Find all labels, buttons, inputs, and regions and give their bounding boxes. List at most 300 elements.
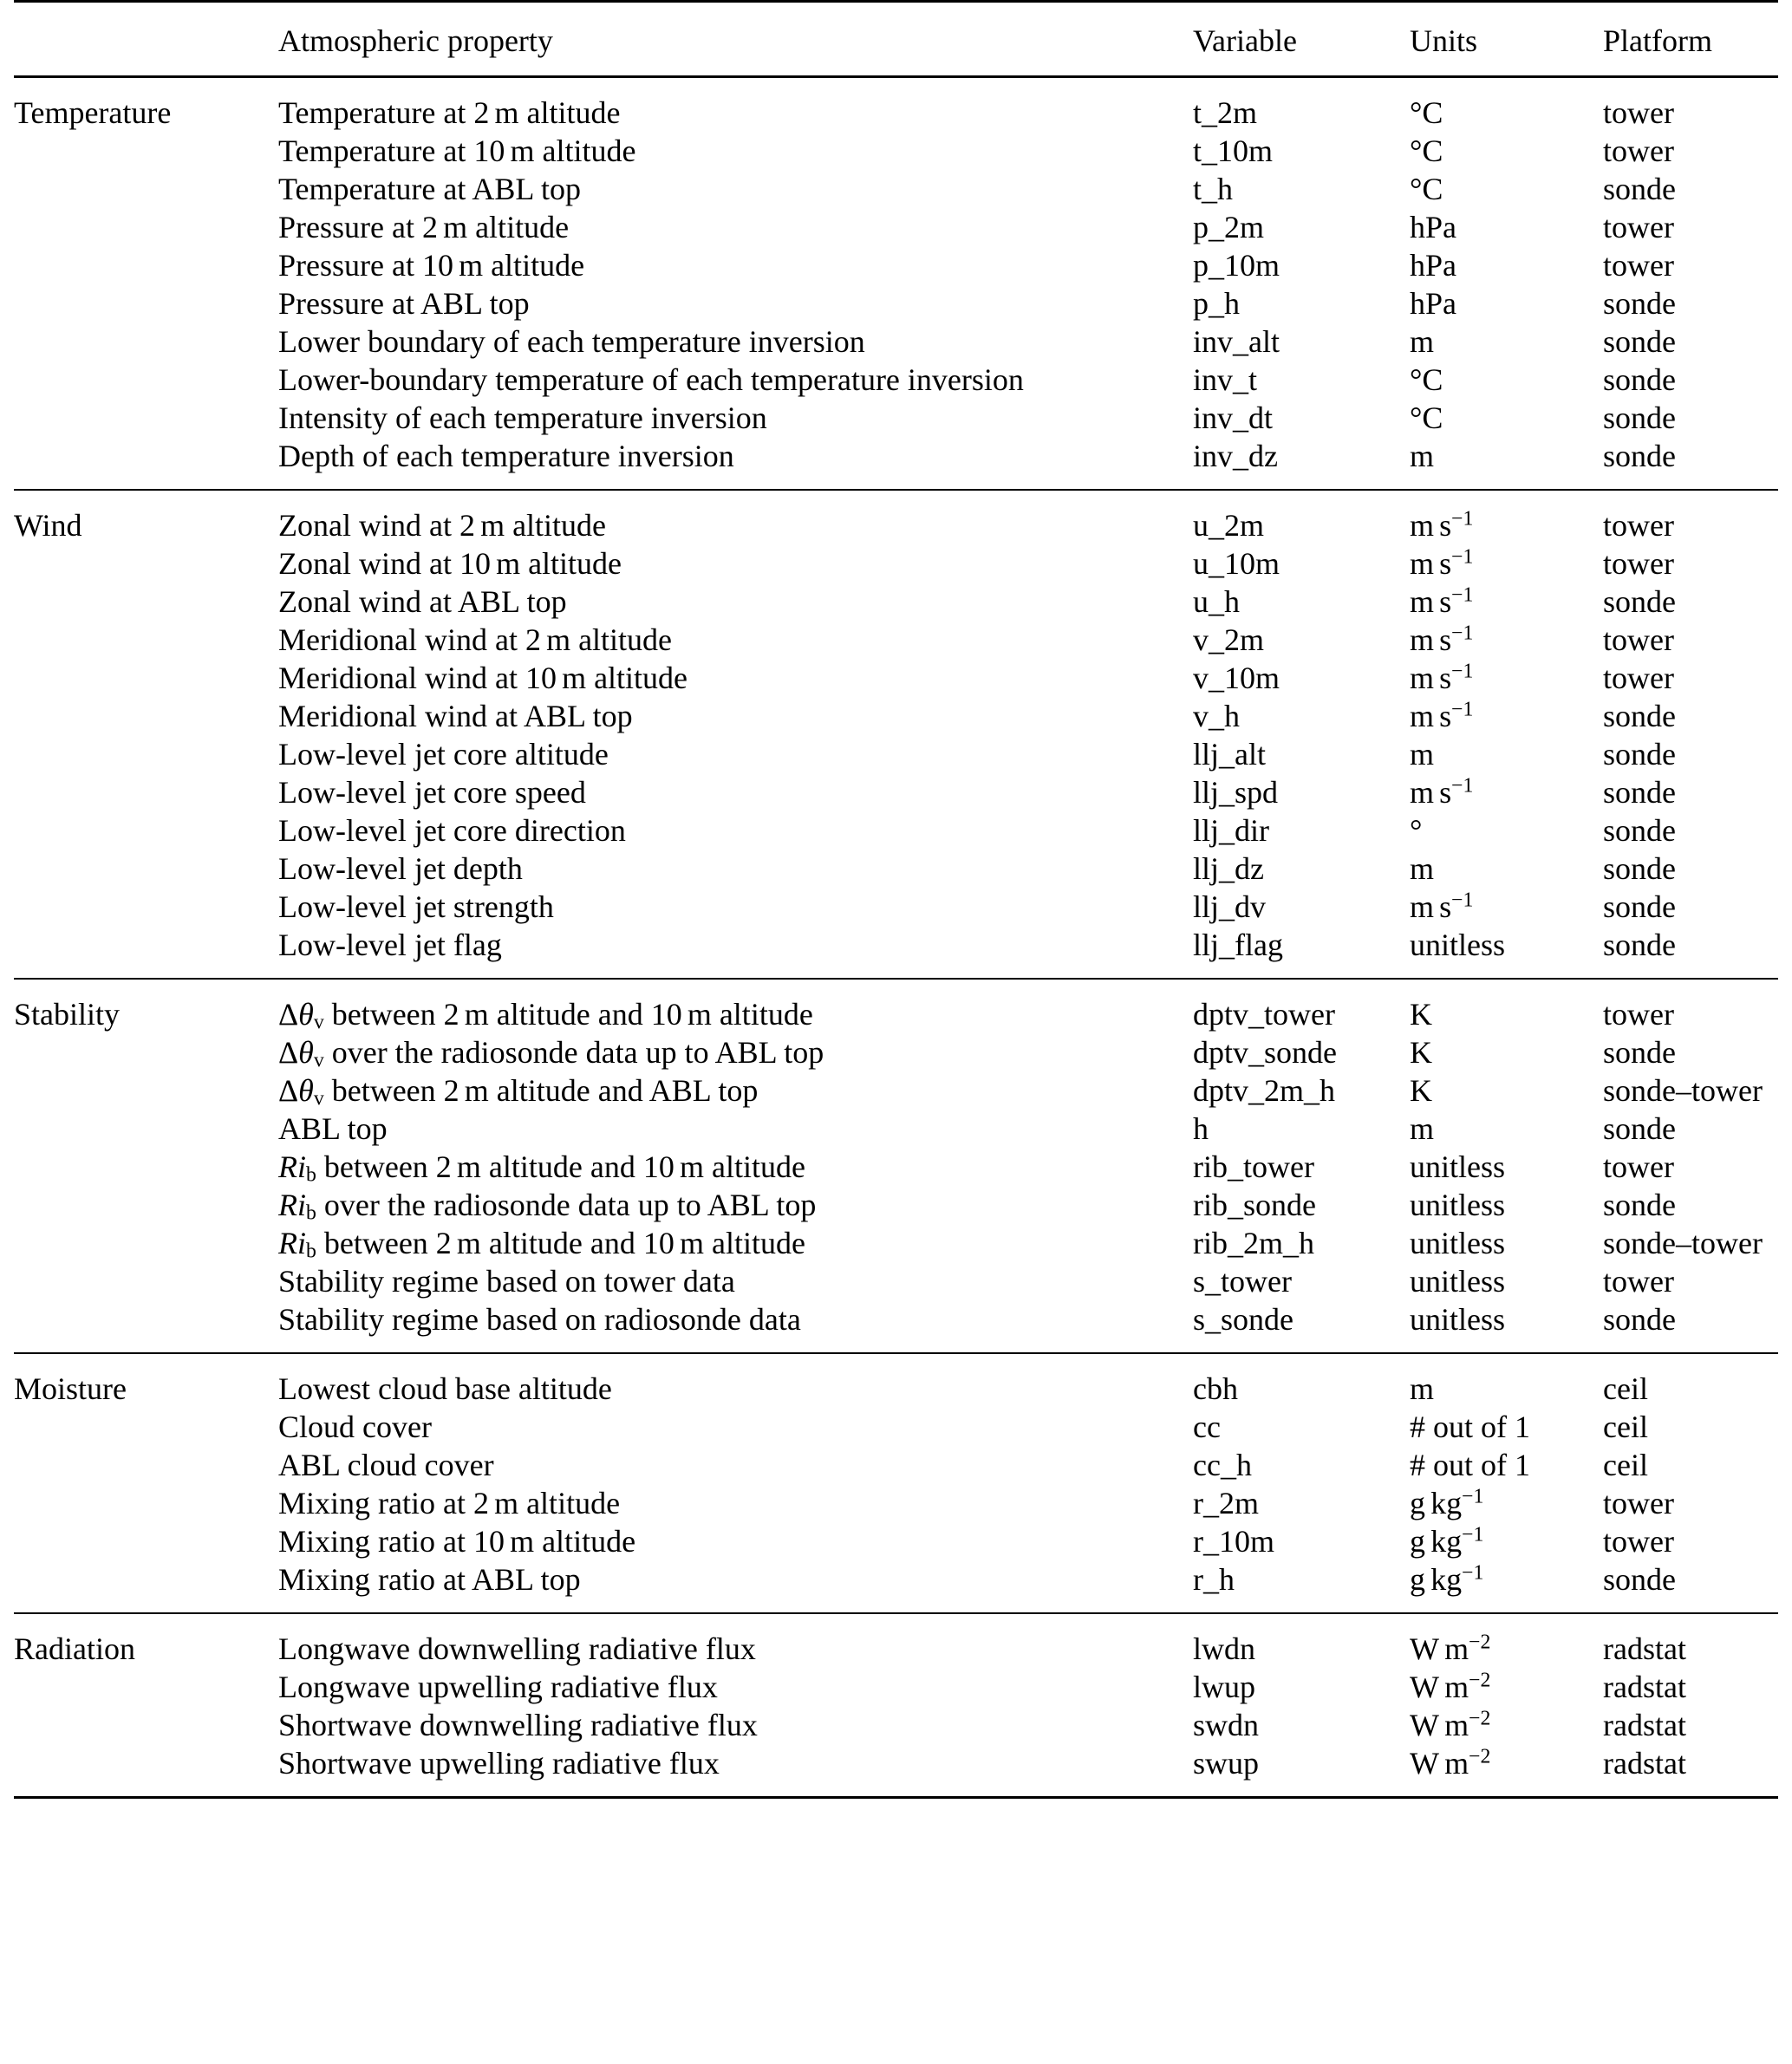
row-property-cell — [278, 208, 1193, 246]
row-units-cell — [1410, 773, 1603, 811]
table-row — [14, 437, 1778, 490]
row-category-cell — [14, 1706, 278, 1744]
row-units-cell — [1410, 1522, 1603, 1560]
row-category-cell — [14, 1560, 278, 1613]
platform-label: sonde — [1603, 286, 1676, 321]
variable-name: lwup — [1193, 1670, 1255, 1704]
table-row — [14, 1224, 1778, 1262]
row-variable-cell — [1193, 1706, 1410, 1744]
variable-name: v_10m — [1193, 661, 1280, 695]
property-label: Stability regime based on radiosonde data — [278, 1302, 801, 1337]
property-label: Temperature at 2 m altitude — [278, 95, 621, 130]
units-label: W $m^{-2}$ — [1410, 1631, 1491, 1666]
category-label: Radiation — [14, 1631, 135, 1666]
platform-label: sonde — [1603, 775, 1676, 810]
row-category-cell — [14, 1668, 278, 1706]
row-platform-cell — [1603, 437, 1778, 490]
table-row — [14, 322, 1778, 361]
category-label — [14, 208, 278, 215]
property-label: Zonal wind at 2 m altitude — [278, 508, 607, 543]
row-property-cell — [278, 1262, 1193, 1300]
variable-name: r_h — [1193, 1562, 1235, 1597]
units-label: m $s^{-1}$ — [1410, 698, 1474, 733]
property-label: Meridional wind at 2 m altitude — [278, 622, 673, 657]
platform-label: sonde — [1603, 737, 1676, 772]
row-platform-cell — [1603, 1744, 1778, 1798]
table-row — [14, 77, 1778, 133]
row-variable-cell — [1193, 284, 1410, 322]
property-label: Intensity of each temperature inversion — [278, 400, 767, 435]
platform-label: sonde — [1603, 889, 1676, 924]
row-variable-cell — [1193, 544, 1410, 583]
category-label: Moisture — [14, 1371, 127, 1406]
property-label: Shortwave upwelling radiative flux — [278, 1746, 720, 1781]
platform-label: tower — [1603, 210, 1674, 244]
row-platform-cell — [1603, 1148, 1778, 1186]
category-label — [14, 659, 278, 666]
units-label: m — [1410, 737, 1435, 772]
row-units-cell — [1410, 1262, 1603, 1300]
variable-name: t_10m — [1193, 133, 1274, 168]
row-platform-cell — [1603, 583, 1778, 621]
units-label: m $s^{-1}$ — [1410, 660, 1474, 695]
row-property-cell — [278, 1224, 1193, 1262]
variable-name: r_2m — [1193, 1486, 1259, 1520]
table-row — [14, 1408, 1778, 1446]
variable-name: inv_t — [1193, 362, 1258, 397]
row-platform-cell — [1603, 659, 1778, 697]
row-property-cell — [278, 1744, 1193, 1798]
row-property-cell — [278, 322, 1193, 361]
platform-label: radstat — [1603, 1670, 1686, 1704]
platform-label: tower — [1603, 1486, 1674, 1520]
table-row — [14, 1354, 1778, 1408]
row-platform-cell — [1603, 926, 1778, 979]
table-row — [14, 811, 1778, 850]
category-label — [14, 399, 278, 406]
row-units-cell — [1410, 1354, 1603, 1408]
row-platform-cell — [1603, 1706, 1778, 1744]
units-label: W $m^{-2}$ — [1410, 1707, 1491, 1742]
row-platform-cell — [1603, 1522, 1778, 1560]
row-platform-cell — [1603, 1033, 1778, 1071]
variable-name: llj_alt — [1193, 737, 1266, 772]
row-category-cell — [14, 697, 278, 735]
row-category-cell — [14, 1354, 278, 1408]
property-label: $Ri_b$ over the radiosonde data up to ABL top — [278, 1188, 817, 1225]
platform-label: sonde — [1603, 324, 1676, 359]
category-label — [14, 1224, 278, 1231]
row-platform-cell — [1603, 1354, 1778, 1408]
row-platform-cell — [1603, 1186, 1778, 1224]
row-units-cell — [1410, 322, 1603, 361]
category-label — [14, 773, 278, 780]
variable-name: llj_flag — [1193, 928, 1283, 962]
row-property-cell — [278, 1110, 1193, 1148]
row-category-cell — [14, 1071, 278, 1110]
table-row — [14, 1071, 1778, 1110]
category-label — [14, 1668, 278, 1675]
table-row — [14, 246, 1778, 284]
row-variable-cell — [1193, 1262, 1410, 1300]
row-category-cell — [14, 322, 278, 361]
table-row — [14, 1560, 1778, 1613]
platform-label: ceil — [1603, 1448, 1648, 1482]
units-label: unitless — [1410, 928, 1506, 962]
row-variable-cell — [1193, 583, 1410, 621]
row-platform-cell — [1603, 735, 1778, 773]
units-label: °C — [1410, 172, 1443, 206]
row-property-cell — [278, 491, 1193, 544]
row-variable-cell — [1193, 1110, 1410, 1148]
row-category-cell — [14, 621, 278, 659]
platform-label: radstat — [1603, 1631, 1686, 1666]
table-row — [14, 361, 1778, 399]
units-label: unitless — [1410, 1149, 1506, 1184]
row-units-cell — [1410, 583, 1603, 621]
row-units-cell — [1410, 1110, 1603, 1148]
table-row — [14, 1744, 1778, 1798]
units-label: hPa — [1410, 210, 1456, 244]
row-platform-cell — [1603, 77, 1778, 133]
platform-label: sonde — [1603, 362, 1676, 397]
table-row — [14, 659, 1778, 697]
property-label: Zonal wind at 10 m altitude — [278, 546, 622, 581]
row-category-cell — [14, 811, 278, 850]
variable-name: v_h — [1193, 699, 1240, 733]
row-category-cell — [14, 361, 278, 399]
row-variable-cell — [1193, 659, 1410, 697]
table-row — [14, 399, 1778, 437]
category-label — [14, 437, 278, 458]
platform-label: sonde–tower — [1603, 1226, 1763, 1260]
units-label: m $s^{-1}$ — [1410, 545, 1474, 581]
variable-name: inv_alt — [1193, 324, 1280, 359]
row-property-cell — [278, 361, 1193, 399]
row-units-cell — [1410, 208, 1603, 246]
category-label — [14, 1110, 278, 1117]
column-header-units-label: Units — [1410, 23, 1478, 58]
row-platform-cell — [1603, 284, 1778, 322]
row-category-cell — [14, 1522, 278, 1560]
row-units-cell — [1410, 811, 1603, 850]
variable-name: lwdn — [1193, 1631, 1255, 1666]
row-units-cell — [1410, 1560, 1603, 1613]
category-label — [14, 697, 278, 704]
table-row — [14, 926, 1778, 979]
category-label — [14, 1560, 278, 1581]
category-label — [14, 811, 278, 818]
row-property-cell — [278, 773, 1193, 811]
property-label: $\Delta\theta_v$ over the radiosonde data up to ABL top — [278, 1035, 824, 1072]
variable-name: dptv_sonde — [1193, 1035, 1337, 1070]
row-property-cell — [278, 1446, 1193, 1484]
units-label: unitless — [1410, 1302, 1506, 1337]
units-label: hPa — [1410, 286, 1456, 321]
row-category-cell — [14, 1408, 278, 1446]
variable-name: s_sonde — [1193, 1302, 1293, 1337]
units-label: g $kg^{-1}$ — [1410, 1523, 1484, 1559]
row-variable-cell — [1193, 888, 1410, 926]
row-category-cell — [14, 1484, 278, 1522]
row-units-cell — [1410, 1186, 1603, 1224]
table-row — [14, 980, 1778, 1033]
row-category-cell — [14, 980, 278, 1033]
row-variable-cell — [1193, 77, 1410, 133]
row-property-cell — [278, 583, 1193, 621]
column-header-variable — [1193, 2, 1410, 77]
table-row — [14, 621, 1778, 659]
platform-label: tower — [1603, 997, 1674, 1032]
table-body — [14, 77, 1778, 1798]
row-variable-cell — [1193, 208, 1410, 246]
row-property-cell — [278, 1033, 1193, 1071]
row-property-cell — [278, 170, 1193, 208]
column-header-variable-label: Variable — [1193, 23, 1297, 58]
variable-name: llj_dir — [1193, 813, 1269, 848]
row-units-cell — [1410, 1224, 1603, 1262]
row-property-cell — [278, 77, 1193, 133]
row-property-cell — [278, 1354, 1193, 1408]
row-units-cell — [1410, 980, 1603, 1033]
platform-label: ceil — [1603, 1371, 1648, 1406]
table-row — [14, 284, 1778, 322]
units-label: unitless — [1410, 1264, 1506, 1299]
platform-label: sonde — [1603, 439, 1676, 473]
column-header-platform-label: Platform — [1603, 23, 1712, 58]
row-category-cell — [14, 437, 278, 490]
row-platform-cell — [1603, 850, 1778, 888]
platform-label: sonde–tower — [1603, 1073, 1763, 1108]
row-property-cell — [278, 1300, 1193, 1353]
variable-name: rib_sonde — [1193, 1188, 1316, 1222]
row-category-cell — [14, 1186, 278, 1224]
row-units-cell — [1410, 491, 1603, 544]
property-label: Lowest cloud base altitude — [278, 1371, 612, 1406]
row-property-cell — [278, 1522, 1193, 1560]
row-units-cell — [1410, 926, 1603, 979]
row-category-cell — [14, 491, 278, 544]
row-category-cell — [14, 77, 278, 133]
property-label: $\Delta\theta_v$ between 2 m altitude and 10 m altitude — [278, 997, 813, 1034]
row-platform-cell — [1603, 132, 1778, 170]
table-row — [14, 1446, 1778, 1484]
row-category-cell — [14, 246, 278, 284]
variable-name: inv_dz — [1193, 439, 1278, 473]
row-property-cell — [278, 980, 1193, 1033]
table-row — [14, 132, 1778, 170]
table-row — [14, 773, 1778, 811]
platform-label: sonde — [1603, 928, 1676, 962]
row-property-cell — [278, 621, 1193, 659]
row-platform-cell — [1603, 1446, 1778, 1484]
row-units-cell — [1410, 621, 1603, 659]
row-category-cell — [14, 399, 278, 437]
table-row — [14, 1484, 1778, 1522]
units-label: m $s^{-1}$ — [1410, 774, 1474, 810]
row-units-cell — [1410, 697, 1603, 735]
units-label: m $s^{-1}$ — [1410, 507, 1474, 543]
row-variable-cell — [1193, 1148, 1410, 1186]
variable-name: rib_2m_h — [1193, 1226, 1314, 1260]
table-row — [14, 735, 1778, 773]
table-row — [14, 1706, 1778, 1744]
row-variable-cell — [1193, 1614, 1410, 1668]
property-label: ABL cloud cover — [278, 1448, 494, 1482]
table-row — [14, 850, 1778, 888]
table-row — [14, 544, 1778, 583]
units-label: °C — [1410, 400, 1443, 435]
property-label: Low-level jet strength — [278, 889, 554, 924]
row-units-cell — [1410, 1071, 1603, 1110]
row-units-cell — [1410, 437, 1603, 490]
variable-name: u_2m — [1193, 508, 1265, 543]
variable-name: llj_spd — [1193, 775, 1279, 810]
platform-label: tower — [1603, 1524, 1674, 1559]
row-platform-cell — [1603, 544, 1778, 583]
row-category-cell — [14, 132, 278, 170]
row-variable-cell — [1193, 926, 1410, 979]
column-header-units — [1410, 2, 1603, 77]
platform-label: tower — [1603, 661, 1674, 695]
row-property-cell — [278, 399, 1193, 437]
platform-label: tower — [1603, 133, 1674, 168]
category-label — [14, 1300, 278, 1321]
row-variable-cell — [1193, 621, 1410, 659]
variable-name: v_2m — [1193, 622, 1265, 657]
category-label — [14, 322, 278, 329]
row-property-cell — [278, 1148, 1193, 1186]
category-label — [14, 735, 278, 742]
row-variable-cell — [1193, 1186, 1410, 1224]
row-units-cell — [1410, 1484, 1603, 1522]
row-variable-cell — [1193, 1522, 1410, 1560]
row-platform-cell — [1603, 888, 1778, 926]
variable-name: cbh — [1193, 1371, 1238, 1406]
category-label — [14, 888, 278, 895]
variable-name: t_h — [1193, 172, 1234, 206]
units-label: # out of 1 — [1410, 1410, 1530, 1444]
category-label: Stability — [14, 997, 121, 1032]
row-property-cell — [278, 544, 1193, 583]
table-header — [14, 2, 1778, 77]
row-variable-cell — [1193, 1071, 1410, 1110]
variable-name: dptv_2m_h — [1193, 1073, 1336, 1108]
row-platform-cell — [1603, 208, 1778, 246]
property-label: Longwave downwelling radiative flux — [278, 1631, 756, 1666]
platform-label: sonde — [1603, 1562, 1676, 1597]
platform-label: tower — [1603, 248, 1674, 283]
category-label — [14, 1522, 278, 1529]
table-header-row — [14, 2, 1778, 77]
category-label — [14, 132, 278, 139]
row-units-cell — [1410, 1033, 1603, 1071]
row-units-cell — [1410, 544, 1603, 583]
row-property-cell — [278, 735, 1193, 773]
property-label: $Ri_b$ between 2 m altitude and 10 m altitude — [278, 1226, 805, 1263]
table-row — [14, 208, 1778, 246]
column-header-property-label: Atmospheric property — [278, 23, 553, 58]
variable-name: r_10m — [1193, 1524, 1274, 1559]
table-row — [14, 1186, 1778, 1224]
row-platform-cell — [1603, 1110, 1778, 1148]
platform-label: radstat — [1603, 1708, 1686, 1742]
row-units-cell — [1410, 659, 1603, 697]
category-label — [14, 1484, 278, 1491]
row-units-cell — [1410, 361, 1603, 399]
category-label — [14, 1706, 278, 1713]
platform-label: ceil — [1603, 1410, 1648, 1444]
table-row — [14, 697, 1778, 735]
units-label: W $m^{-2}$ — [1410, 1745, 1491, 1781]
row-variable-cell — [1193, 1744, 1410, 1798]
property-label: Pressure at 2 m altitude — [278, 210, 570, 244]
row-property-cell — [278, 888, 1193, 926]
row-category-cell — [14, 735, 278, 773]
units-label: W $m^{-2}$ — [1410, 1669, 1491, 1704]
row-category-cell — [14, 1033, 278, 1071]
variable-name: swdn — [1193, 1708, 1260, 1742]
variable-name: s_tower — [1193, 1264, 1292, 1299]
category-label — [14, 1033, 278, 1040]
units-label: K — [1410, 1073, 1432, 1108]
row-category-cell — [14, 544, 278, 583]
row-platform-cell — [1603, 322, 1778, 361]
property-label: Low-level jet flag — [278, 928, 502, 962]
row-platform-cell — [1603, 773, 1778, 811]
row-category-cell — [14, 1744, 278, 1798]
table-row — [14, 1522, 1778, 1560]
category-label — [14, 1262, 278, 1269]
row-category-cell — [14, 1148, 278, 1186]
category-label — [14, 284, 278, 291]
row-property-cell — [278, 926, 1193, 979]
row-units-cell — [1410, 77, 1603, 133]
row-property-cell — [278, 284, 1193, 322]
row-category-cell — [14, 1300, 278, 1353]
table-row — [14, 583, 1778, 621]
table-row — [14, 1262, 1778, 1300]
row-platform-cell — [1603, 170, 1778, 208]
row-units-cell — [1410, 1148, 1603, 1186]
table-row — [14, 1614, 1778, 1668]
table-row — [14, 170, 1778, 208]
row-category-cell — [14, 773, 278, 811]
row-variable-cell — [1193, 1484, 1410, 1522]
row-units-cell — [1410, 399, 1603, 437]
property-label: Pressure at 10 m altitude — [278, 248, 585, 283]
row-platform-cell — [1603, 491, 1778, 544]
row-units-cell — [1410, 1706, 1603, 1744]
units-label: m — [1410, 324, 1435, 359]
row-category-cell — [14, 1110, 278, 1148]
variable-name: t_2m — [1193, 95, 1258, 130]
row-property-cell — [278, 659, 1193, 697]
units-label: g $kg^{-1}$ — [1410, 1485, 1484, 1520]
table-row — [14, 1033, 1778, 1071]
row-category-cell — [14, 926, 278, 979]
row-category-cell — [14, 208, 278, 246]
row-platform-cell — [1603, 1300, 1778, 1353]
row-units-cell — [1410, 850, 1603, 888]
property-label: Low-level jet core direction — [278, 813, 626, 848]
platform-label: sonde — [1603, 172, 1676, 206]
platform-label: sonde — [1603, 1188, 1676, 1222]
row-platform-cell — [1603, 1408, 1778, 1446]
row-platform-cell — [1603, 980, 1778, 1033]
platform-label: sonde — [1603, 699, 1676, 733]
atmospheric-variable-table — [14, 0, 1778, 1799]
